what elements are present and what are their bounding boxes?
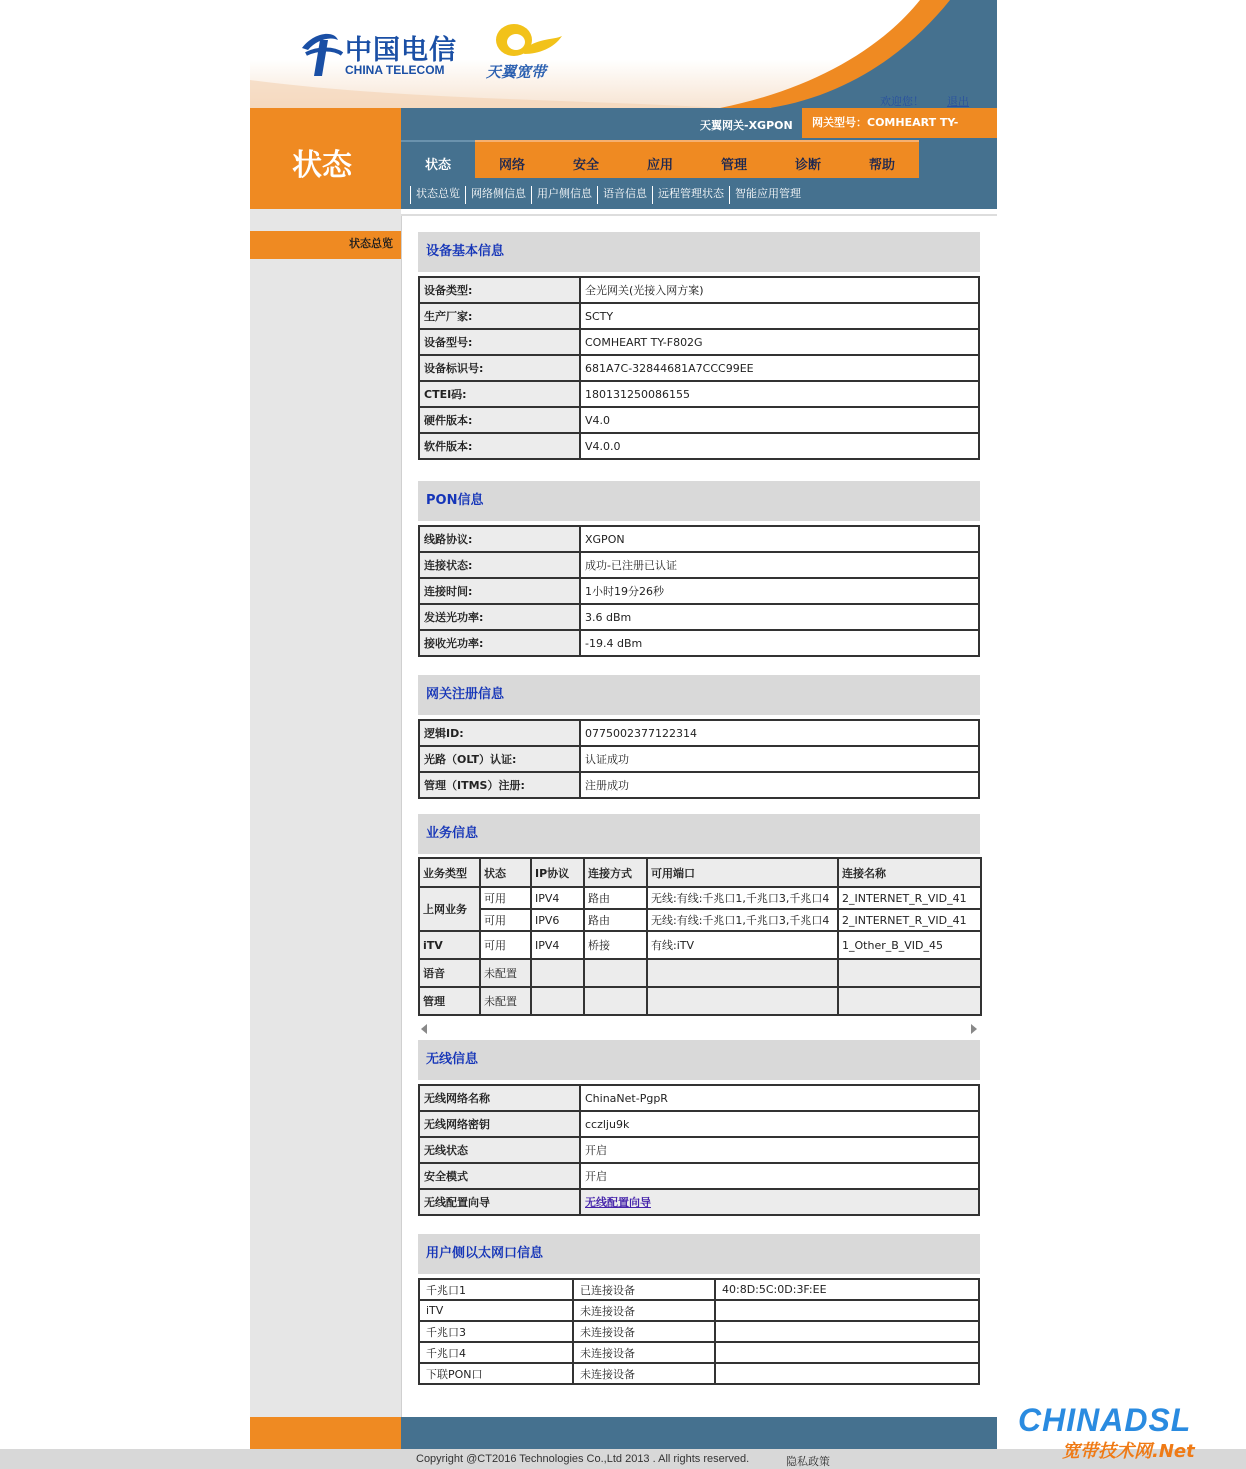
table-row — [419, 329, 979, 355]
col-header: 可用端口 — [647, 858, 838, 887]
tab-security[interactable]: 安全 — [549, 140, 623, 178]
lan-status: 未连接设备 — [573, 1363, 715, 1384]
table-row — [419, 1321, 979, 1342]
row-value — [580, 1189, 979, 1215]
table-row — [419, 630, 979, 656]
watermark-logo: CHINADSL — [1018, 1402, 1192, 1438]
sub-brand: 天翼宽带 — [486, 63, 547, 81]
section-title-service-info: 业务信息 — [418, 814, 980, 854]
service-ip: IPV6 — [531, 909, 584, 931]
service-name: 2_INTERNET_R_VID_41 — [838, 909, 981, 931]
logout-link[interactable]: 退出 — [947, 95, 969, 108]
lan-mac — [715, 1300, 979, 1321]
table-row — [419, 1342, 979, 1363]
table-row — [419, 746, 979, 772]
tab-management[interactable]: 管理 — [697, 140, 771, 178]
table-row — [419, 277, 979, 303]
service-mode: 桥接 — [584, 931, 647, 959]
service-type: iTV — [419, 931, 480, 959]
table-row — [419, 909, 981, 931]
lan-port: 千兆口3 — [419, 1321, 573, 1342]
row-key: CTEI码: — [419, 381, 580, 407]
table-row — [419, 552, 979, 578]
row-value: ChinaNet-PgpR — [580, 1085, 979, 1111]
service-ip: IPV4 — [531, 931, 584, 959]
pon-info-table — [418, 525, 980, 657]
subnav-network-side[interactable]: 网络侧信息 — [465, 186, 531, 204]
row-value: 3.6 dBm — [580, 604, 979, 630]
lan-mac: 40:8D:5C:0D:3F:EE — [715, 1279, 979, 1300]
row-value: 开启 — [580, 1137, 979, 1163]
tab-application[interactable]: 应用 — [623, 140, 697, 178]
footer-left-block — [250, 1417, 401, 1449]
row-key: 生产厂家: — [419, 303, 580, 329]
service-type: 上网业务 — [419, 887, 480, 931]
main-tabs — [401, 140, 919, 178]
service-status: 未配置 — [480, 987, 531, 1015]
table-row — [419, 1111, 979, 1137]
device-name: 天翼网关-XGPON — [700, 119, 793, 132]
row-key: 软件版本: — [419, 433, 580, 459]
wireless-info-table — [418, 1084, 980, 1216]
row-value: 681A7C-32844681A7CCC99EE — [580, 355, 979, 381]
empty-cell — [584, 959, 647, 987]
table-row — [419, 303, 979, 329]
row-key: 设备型号: — [419, 329, 580, 355]
row-key: 接收光功率: — [419, 630, 580, 656]
row-key: 光路（OLT）认证: — [419, 746, 580, 772]
row-value: SCTY — [580, 303, 979, 329]
service-status: 可用 — [480, 887, 531, 909]
table-row — [419, 1300, 979, 1321]
service-table — [418, 857, 982, 1016]
table-row — [419, 720, 979, 746]
section-title-device-info: 设备基本信息 — [418, 232, 980, 272]
service-type: 管理 — [419, 987, 480, 1015]
copyright-text: Copyright @CT2016 Technologies Co.,Ltd 2013 . All rights reserved. — [416, 1453, 750, 1465]
table-header-row — [419, 858, 981, 887]
lan-mac — [715, 1342, 979, 1363]
row-value: cczlju9k — [580, 1111, 979, 1137]
section-title-wireless-info: 无线信息 — [418, 1040, 980, 1080]
table-row — [419, 1137, 979, 1163]
lan-port: 千兆口1 — [419, 1279, 573, 1300]
empty-cell — [531, 959, 584, 987]
wireless-wizard-link[interactable]: 无线配置向导 — [585, 1196, 651, 1209]
row-value: -19.4 dBm — [580, 630, 979, 656]
row-key: 无线配置向导 — [419, 1189, 580, 1215]
lan-status: 未连接设备 — [573, 1300, 715, 1321]
lan-status: 未连接设备 — [573, 1342, 715, 1363]
row-value: 0775002377122314 — [580, 720, 979, 746]
row-value: 开启 — [580, 1163, 979, 1189]
empty-cell — [531, 987, 584, 1015]
row-value: 180131250086155 — [580, 381, 979, 407]
table-row — [419, 355, 979, 381]
tab-network[interactable]: 网络 — [475, 140, 549, 178]
service-ports: 有线:iTV — [647, 931, 838, 959]
divider — [401, 214, 997, 216]
col-header: 业务类型 — [419, 858, 480, 887]
watermark-subtitle: 宽带技术网.Net — [1062, 1441, 1195, 1462]
subnav-user-side[interactable]: 用户侧信息 — [531, 186, 597, 204]
row-value: 全光网关(光接入网方案) — [580, 277, 979, 303]
service-status: 未配置 — [480, 959, 531, 987]
row-key: 无线状态 — [419, 1137, 580, 1163]
row-key: 线路协议: — [419, 526, 580, 552]
subnav-smart-app[interactable]: 智能应用管理 — [729, 186, 806, 204]
service-ip: IPV4 — [531, 887, 584, 909]
table-row — [419, 578, 979, 604]
lan-mac — [715, 1363, 979, 1384]
row-value: V4.0.0 — [580, 433, 979, 459]
table-row — [419, 433, 979, 459]
model-label: 网关型号：COMHEART TY- — [802, 108, 997, 138]
col-header: 状态 — [480, 858, 531, 887]
lan-status: 未连接设备 — [573, 1321, 715, 1342]
privacy-policy-link[interactable]: 隐私政策 — [786, 1455, 830, 1468]
sidebar-item-status-overview[interactable]: 状态总览 — [250, 231, 401, 259]
service-status: 可用 — [480, 931, 531, 959]
row-value: 注册成功 — [580, 772, 979, 798]
lan-port: iTV — [419, 1300, 573, 1321]
section-title-pon-info: PON信息 — [418, 481, 980, 521]
service-mode: 路由 — [584, 887, 647, 909]
empty-cell — [584, 987, 647, 1015]
lan-port: 千兆口4 — [419, 1342, 573, 1363]
col-header: IP协议 — [531, 858, 584, 887]
gateway-reg-table — [418, 719, 980, 799]
service-name: 2_INTERNET_R_VID_41 — [838, 887, 981, 909]
service-status: 可用 — [480, 909, 531, 931]
welcome-text: 欢迎您！ — [880, 95, 924, 108]
service-type: 语音 — [419, 959, 480, 987]
page-title: 状态 — [292, 148, 352, 183]
scroll-right-icon[interactable] — [971, 1024, 977, 1034]
device-info-table — [418, 276, 980, 460]
table-row — [419, 772, 979, 798]
service-ports: 无线:有线:千兆口1,千兆口3,千兆口4 — [647, 909, 838, 931]
row-key: 设备类型: — [419, 277, 580, 303]
row-key: 逻辑ID: — [419, 720, 580, 746]
row-value: COMHEART TY-F802G — [580, 329, 979, 355]
row-key: 无线网络名称 — [419, 1085, 580, 1111]
header-banner — [250, 0, 997, 108]
service-mode: 路由 — [584, 909, 647, 931]
empty-cell — [838, 959, 981, 987]
table-row — [419, 1163, 979, 1189]
table-row — [419, 381, 979, 407]
horizontal-scrollbar[interactable] — [418, 1022, 980, 1036]
row-key: 无线网络密钥 — [419, 1111, 580, 1137]
tab-diagnosis[interactable]: 诊断 — [771, 140, 845, 178]
row-key: 连接状态: — [419, 552, 580, 578]
row-key: 安全模式 — [419, 1163, 580, 1189]
table-row — [419, 959, 981, 987]
tab-help[interactable]: 帮助 — [845, 140, 919, 178]
footer-band — [401, 1417, 997, 1449]
table-row — [419, 407, 979, 433]
row-value: 成功-已注册已认证 — [580, 552, 979, 578]
table-row — [419, 1189, 979, 1215]
empty-cell — [838, 987, 981, 1015]
service-ports: 无线:有线:千兆口1,千兆口3,千兆口4 — [647, 887, 838, 909]
row-value: 1小时19分26秒 — [580, 578, 979, 604]
row-key: 连接时间: — [419, 578, 580, 604]
tab-status[interactable]: 状态 — [401, 140, 475, 178]
subnav-voice[interactable]: 语音信息 — [597, 186, 652, 204]
empty-cell — [647, 987, 838, 1015]
sub-navigation — [410, 186, 806, 204]
section-title-lan-info: 用户侧以太网口信息 — [418, 1234, 980, 1274]
sidebar — [250, 209, 401, 1417]
lan-status: 已连接设备 — [573, 1279, 715, 1300]
row-key: 硬件版本: — [419, 407, 580, 433]
table-row — [419, 887, 981, 909]
col-header: 连接名称 — [838, 858, 981, 887]
row-key: 发送光功率: — [419, 604, 580, 630]
empty-cell — [647, 959, 838, 987]
table-row — [419, 1363, 979, 1384]
table-row — [419, 526, 979, 552]
table-row — [419, 604, 979, 630]
subnav-remote-mgmt[interactable]: 远程管理状态 — [652, 186, 729, 204]
row-key: 管理（ITMS）注册: — [419, 772, 580, 798]
lan-port: 下联PON口 — [419, 1363, 573, 1384]
row-value: V4.0 — [580, 407, 979, 433]
col-header: 连接方式 — [584, 858, 647, 887]
section-title-gateway-reg: 网关注册信息 — [418, 675, 980, 715]
lan-info-table — [418, 1278, 980, 1385]
table-row — [419, 987, 981, 1015]
service-name: 1_Other_B_VID_45 — [838, 931, 981, 959]
table-row — [419, 1279, 979, 1300]
brand-cn: 中国电信 — [345, 35, 457, 66]
table-row — [419, 931, 981, 959]
subnav-status-overview[interactable]: 状态总览 — [410, 186, 465, 204]
row-key: 设备标识号: — [419, 355, 580, 381]
row-value: 认证成功 — [580, 746, 979, 772]
table-row — [419, 1085, 979, 1111]
scroll-left-icon[interactable] — [421, 1024, 427, 1034]
brand-en: CHINA TELECOM — [345, 63, 445, 77]
row-value: XGPON — [580, 526, 979, 552]
lan-mac — [715, 1321, 979, 1342]
content-divider — [401, 216, 402, 1417]
